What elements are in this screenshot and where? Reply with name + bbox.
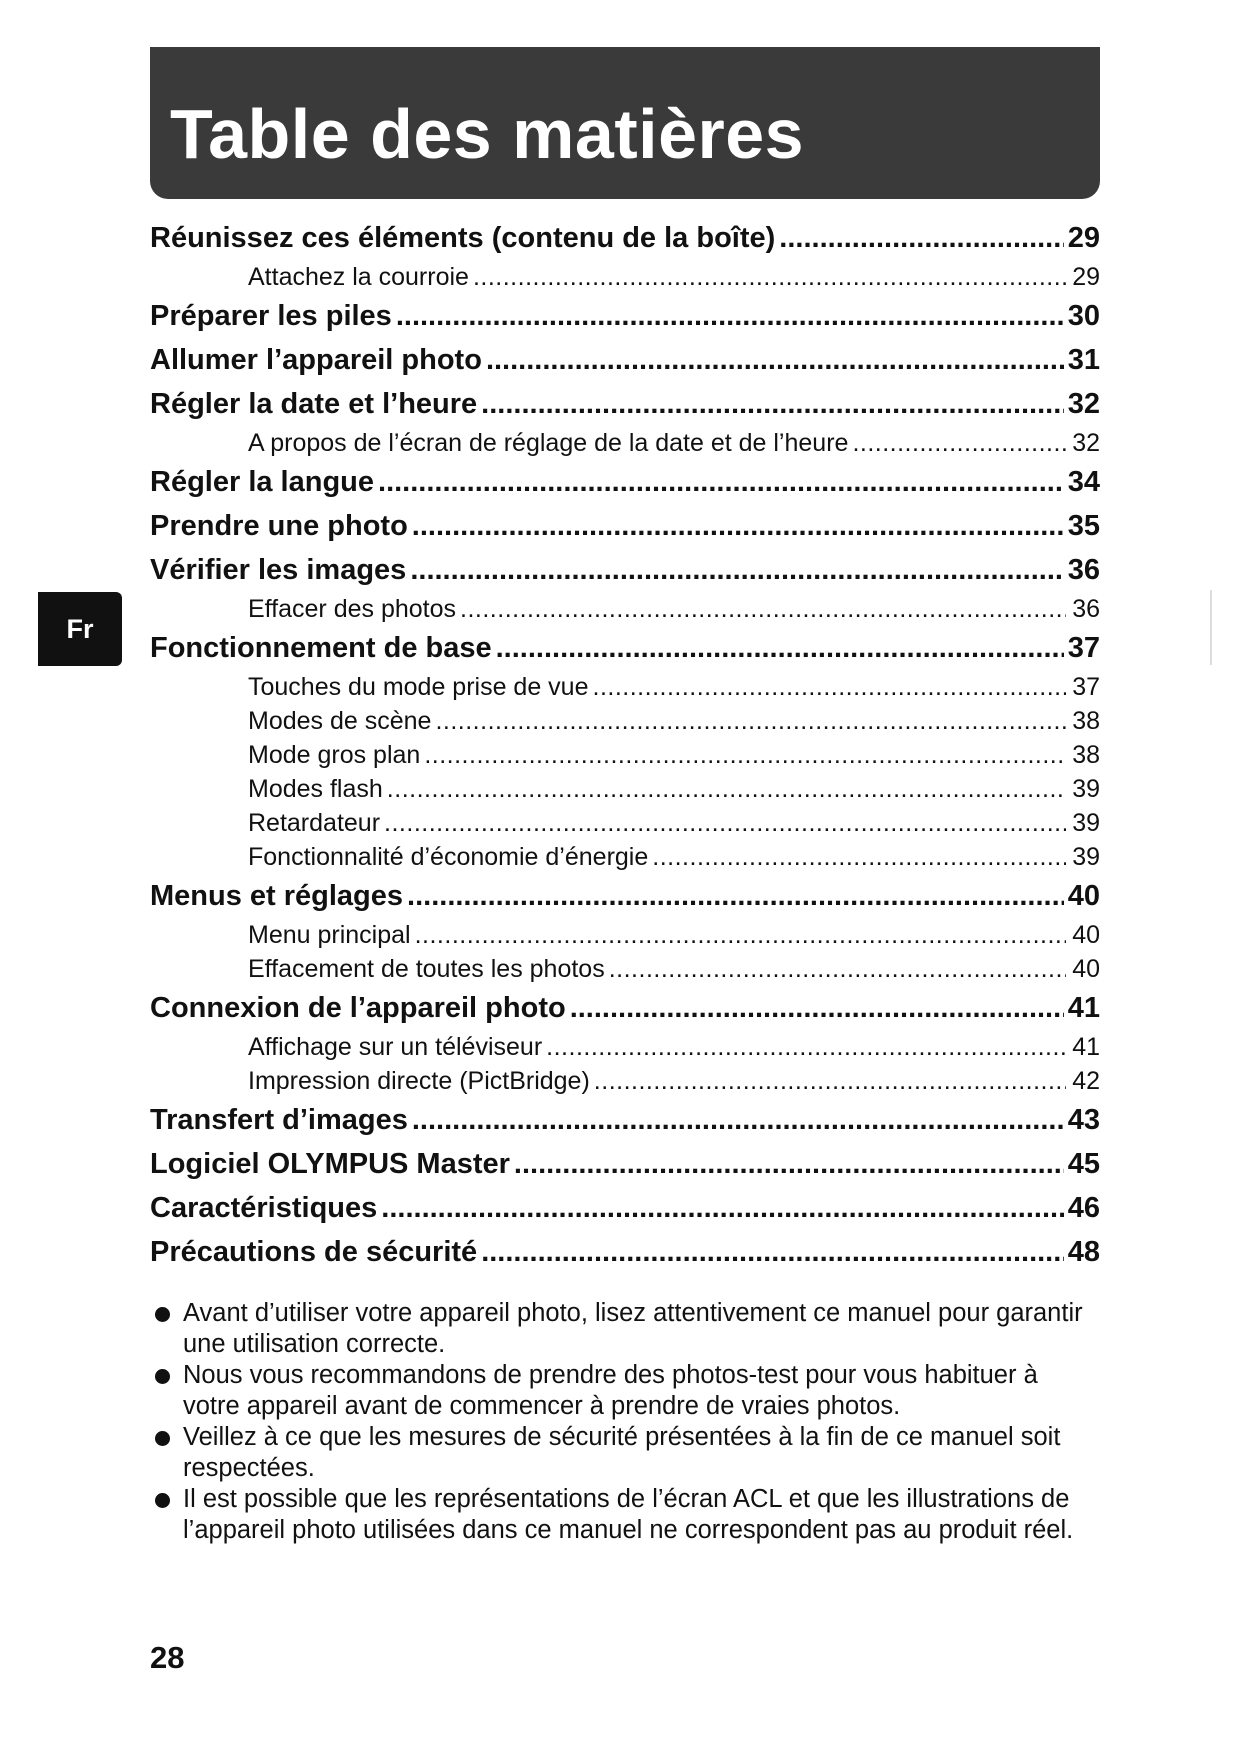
dot-leader bbox=[473, 260, 1066, 294]
toc-subentry bbox=[150, 704, 1100, 738]
toc-entry bbox=[150, 986, 1100, 1030]
toc-subentry bbox=[150, 1030, 1100, 1064]
dot-leader bbox=[412, 1098, 1064, 1142]
toc-entry-page: 40 bbox=[1067, 880, 1100, 912]
toc-entry-title: A propos de l’écran de réglage de la date et de l’heure bbox=[248, 429, 849, 457]
dot-leader bbox=[396, 294, 1064, 338]
dot-leader bbox=[609, 952, 1066, 986]
toc-entry bbox=[150, 338, 1100, 382]
toc-entry-title: Impression directe (PictBridge) bbox=[248, 1067, 590, 1095]
dot-leader bbox=[496, 626, 1064, 670]
note-text: Veillez à ce que les mesures de sécurité présentées à la fin de ce manuel soit respectées. bbox=[183, 1423, 1061, 1482]
dot-leader bbox=[652, 840, 1066, 874]
dot-leader bbox=[481, 1230, 1064, 1274]
toc-entry-page: 45 bbox=[1067, 1148, 1100, 1180]
toc-entry-title: Précautions de sécurité bbox=[150, 1236, 478, 1268]
toc-entry-title: Allumer l’appareil photo bbox=[150, 344, 482, 376]
note-text: Avant d’utiliser votre appareil photo, lisez attentivement ce manuel pour garantir une utilisation correcte. bbox=[183, 1299, 1083, 1358]
toc-entry bbox=[150, 504, 1100, 548]
note-text: Il est possible que les représentations de l’écran ACL et que les illustrations de l’appareil photo utilisées dans ce manuel ne correspondent pas au produit réel. bbox=[183, 1485, 1074, 1544]
toc-entry-page: 29 bbox=[1067, 222, 1100, 254]
toc-entry-page: 46 bbox=[1067, 1192, 1100, 1224]
toc-entry bbox=[150, 874, 1100, 918]
toc-entry-title: Régler la langue bbox=[150, 466, 375, 498]
toc-entry bbox=[150, 294, 1100, 338]
toc-entry-page: 34 bbox=[1067, 466, 1100, 498]
dot-leader bbox=[412, 504, 1064, 548]
bullet-icon bbox=[155, 1493, 170, 1508]
toc-entry-title: Régler la date et l’heure bbox=[150, 388, 478, 420]
title-banner bbox=[150, 47, 1100, 199]
toc-entry-title: Touches du mode prise de vue bbox=[248, 673, 589, 701]
toc-entry-title: Modes flash bbox=[248, 775, 383, 803]
toc-entry-title: Modes de scène bbox=[248, 707, 432, 735]
toc-subentry bbox=[150, 592, 1100, 626]
toc-entry-page: 37 bbox=[1072, 673, 1100, 701]
dot-leader bbox=[593, 670, 1067, 704]
toc-entry-title: Menu principal bbox=[248, 921, 411, 949]
dot-leader bbox=[486, 338, 1064, 382]
toc-entry bbox=[150, 460, 1100, 504]
dot-leader bbox=[460, 592, 1066, 626]
toc-entry-page: 38 bbox=[1072, 707, 1100, 735]
dot-leader bbox=[546, 1030, 1066, 1064]
dot-leader bbox=[384, 806, 1066, 840]
toc-entry-title: Connexion de l’appareil photo bbox=[150, 992, 566, 1024]
bullet-icon bbox=[155, 1369, 170, 1384]
toc-entry-title: Effacer des photos bbox=[248, 595, 457, 623]
toc-entry-page: 37 bbox=[1067, 632, 1100, 664]
toc-subentry bbox=[150, 772, 1100, 806]
dot-leader bbox=[481, 382, 1064, 426]
dot-leader bbox=[779, 216, 1063, 260]
toc-entry-title: Prendre une photo bbox=[150, 510, 408, 542]
toc-subentry bbox=[150, 952, 1100, 986]
edge-mark bbox=[1210, 590, 1212, 665]
toc-entry-page: 36 bbox=[1067, 554, 1100, 586]
toc-entry-page: 39 bbox=[1072, 843, 1100, 871]
toc-entry-page: 30 bbox=[1067, 300, 1100, 332]
dot-leader bbox=[410, 548, 1063, 592]
note-item bbox=[155, 1298, 1100, 1360]
toc-subentry bbox=[150, 426, 1100, 460]
toc-subentry bbox=[150, 806, 1100, 840]
toc-entry bbox=[150, 626, 1100, 670]
dot-leader bbox=[514, 1142, 1064, 1186]
toc-entry-page: 41 bbox=[1072, 1033, 1100, 1061]
toc-subentry bbox=[150, 840, 1100, 874]
toc-entry-page: 43 bbox=[1067, 1104, 1100, 1136]
toc-entry-title: Affichage sur un téléviseur bbox=[248, 1033, 543, 1061]
toc-entry bbox=[150, 382, 1100, 426]
note-item bbox=[155, 1484, 1100, 1546]
toc-entry-page: 32 bbox=[1072, 429, 1100, 457]
toc-entry-title: Vérifier les images bbox=[150, 554, 407, 586]
toc-entry-title: Mode gros plan bbox=[248, 741, 421, 769]
toc-entry-title: Logiciel OLYMPUS Master bbox=[150, 1148, 510, 1180]
toc-entry bbox=[150, 216, 1100, 260]
toc-entry-page: 40 bbox=[1072, 921, 1100, 949]
toc-entry bbox=[150, 548, 1100, 592]
page-number: 28 bbox=[150, 1640, 185, 1675]
language-tab-label: Fr bbox=[66, 613, 94, 644]
dot-leader bbox=[407, 874, 1064, 918]
toc-entry-page: 31 bbox=[1067, 344, 1100, 376]
toc-entry-title: Caractéristiques bbox=[150, 1192, 378, 1224]
note-item bbox=[155, 1360, 1100, 1422]
toc-entry bbox=[150, 1098, 1100, 1142]
toc-entry-page: 35 bbox=[1067, 510, 1100, 542]
notes-list bbox=[155, 1298, 1100, 1546]
toc-subentry bbox=[150, 1064, 1100, 1098]
toc-entry-title: Effacement de toutes les photos bbox=[248, 955, 605, 983]
dot-leader bbox=[594, 1064, 1066, 1098]
toc-subentry bbox=[150, 738, 1100, 772]
toc-entry-title: Transfert d’images bbox=[150, 1104, 408, 1136]
toc-entry-page: 32 bbox=[1067, 388, 1100, 420]
note-text: Nous vous recommandons de prendre des photos-test pour vous habituer à votre appareil avant de commencer à prendre de vraies photos. bbox=[183, 1361, 1038, 1420]
dot-leader bbox=[378, 460, 1064, 504]
toc-entry-page: 38 bbox=[1072, 741, 1100, 769]
toc-entry-page: 40 bbox=[1072, 955, 1100, 983]
bullet-icon bbox=[155, 1307, 170, 1322]
toc-entry-title: Fonctionnement de base bbox=[150, 632, 492, 664]
dot-leader bbox=[381, 1186, 1063, 1230]
bullet-icon bbox=[155, 1431, 170, 1446]
toc-entry-page: 42 bbox=[1072, 1067, 1100, 1095]
toc-entry-title: Réunissez ces éléments (contenu de la boîte) bbox=[150, 222, 776, 254]
toc-entry-title: Menus et réglages bbox=[150, 880, 404, 912]
toc-entry-title: Attachez la courroie bbox=[248, 263, 469, 291]
note-item bbox=[155, 1422, 1100, 1484]
dot-leader bbox=[435, 704, 1066, 738]
toc-entry-title: Retardateur bbox=[248, 809, 381, 837]
toc-entry-title: Fonctionnalité d’économie d’énergie bbox=[248, 843, 649, 871]
toc-entry-page: 41 bbox=[1067, 992, 1100, 1024]
toc-entry-page: 39 bbox=[1072, 775, 1100, 803]
toc-entry-page: 29 bbox=[1072, 263, 1100, 291]
toc-entry-page: 39 bbox=[1072, 809, 1100, 837]
toc-entry bbox=[150, 1230, 1100, 1274]
toc-subentry bbox=[150, 918, 1100, 952]
dot-leader bbox=[387, 772, 1066, 806]
dot-leader bbox=[852, 426, 1066, 460]
toc-subentry bbox=[150, 670, 1100, 704]
toc-entry bbox=[150, 1186, 1100, 1230]
dot-leader bbox=[424, 738, 1066, 772]
language-tab bbox=[38, 592, 122, 666]
toc-entry bbox=[150, 1142, 1100, 1186]
table-of-contents bbox=[150, 216, 1100, 1274]
toc-entry-page: 48 bbox=[1067, 1236, 1100, 1268]
toc-entry-page: 36 bbox=[1072, 595, 1100, 623]
dot-leader bbox=[570, 986, 1064, 1030]
toc-subentry bbox=[150, 260, 1100, 294]
page-title: Table des matières bbox=[170, 95, 805, 173]
dot-leader bbox=[415, 918, 1066, 952]
toc-entry-title: Préparer les piles bbox=[150, 300, 392, 332]
